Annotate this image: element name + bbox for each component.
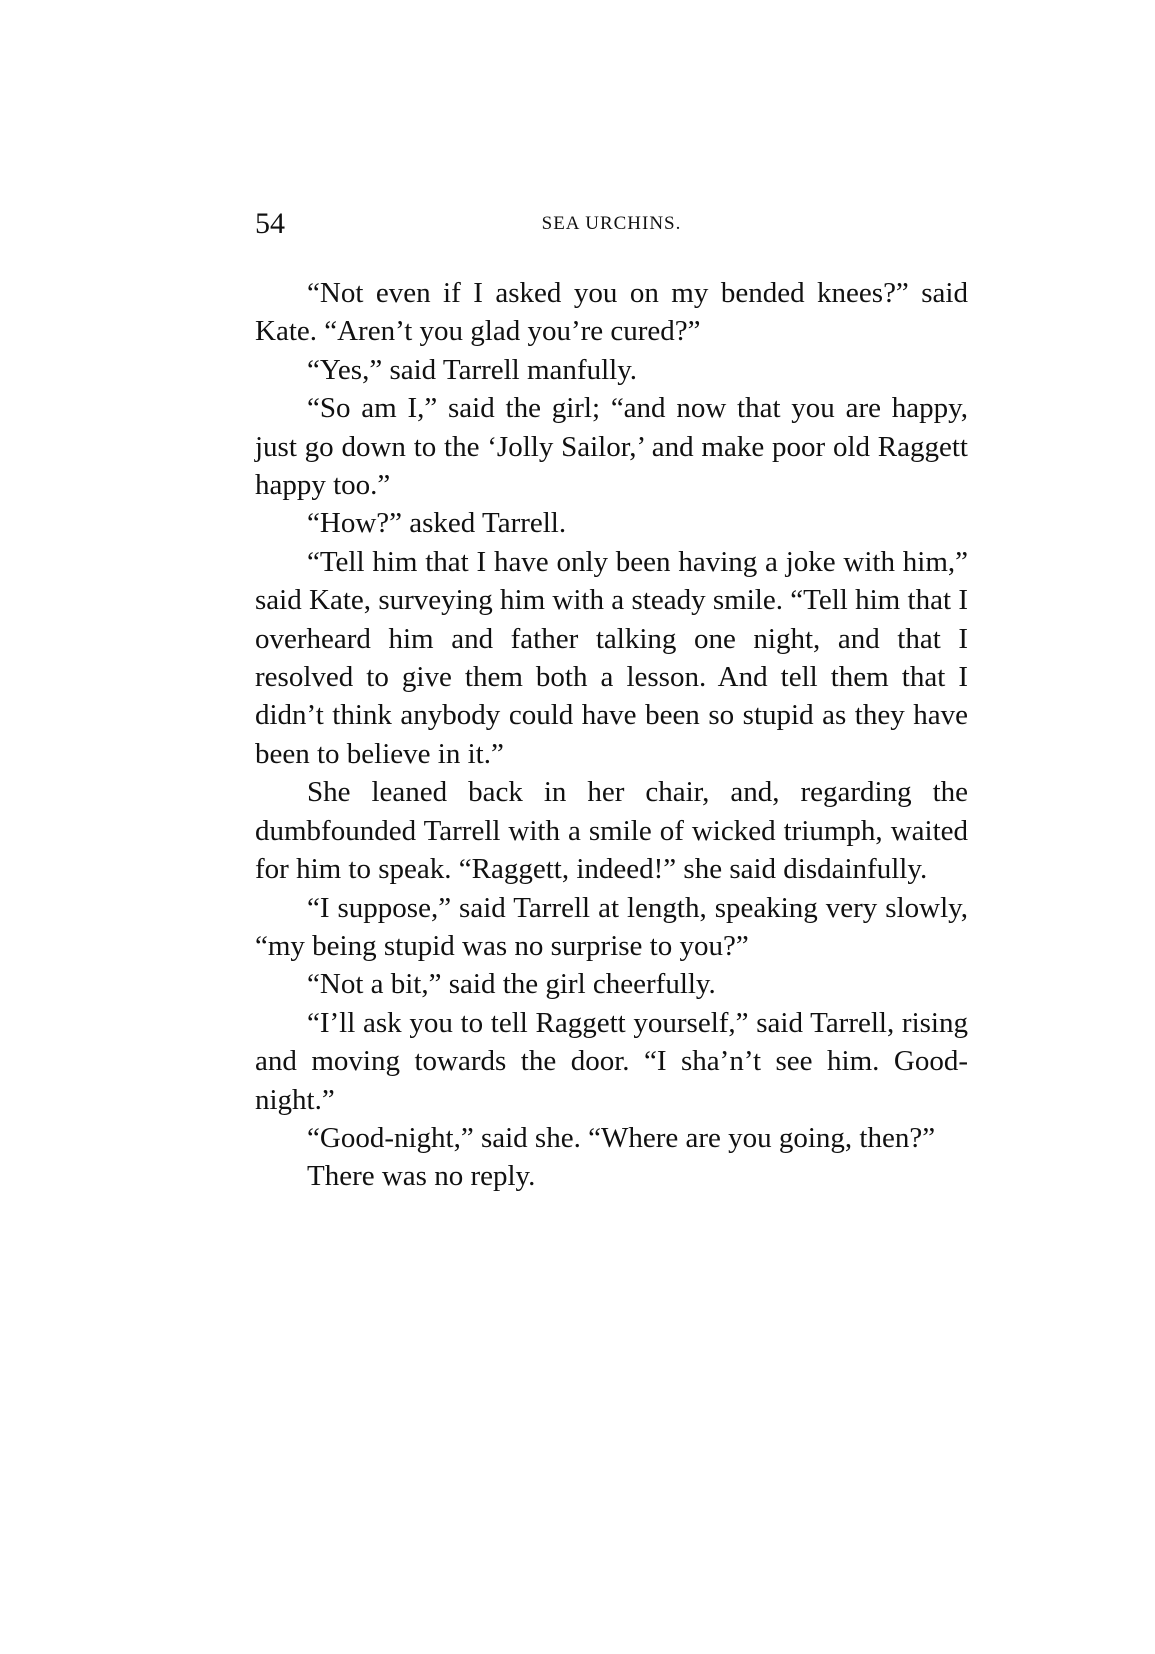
paragraph: “Tell him that I have only been having a joke with him,” said Kate, surveying him with a steady smile. “Tell him that I overheard him and father talking one night, and that I resolved to give them both a lesson. And tell them that I didn’t think anybody could have been so stupid as they have been to believe in it.”: [255, 545, 968, 770]
body-text: [255, 274, 968, 1196]
paragraph: She leaned back in her chair, and, regarding the dumbfounded Tarrell with a smile of wicked triumph, waited for him to speak. “Raggett, indeed!” she said disdainfully.: [255, 776, 968, 886]
paragraph: There was no reply.: [307, 1160, 536, 1193]
paragraph: “Not even if I asked you on my bended knees?” said Kate. “Aren’t you glad you’re cured?”: [255, 277, 968, 348]
paragraph: “Good-night,” said she. “Where are you going, then?”: [307, 1121, 936, 1154]
running-head: [255, 204, 968, 244]
paragraph: “I’ll ask you to tell Raggett yourself,” said Tarrell, rising and moving towards the door. “I sha’n’t see him. Good-night.”: [255, 1006, 968, 1116]
paragraph: “How?” asked Tarrell.: [307, 507, 567, 540]
paragraph: “Not a bit,” said the girl cheerfully.: [307, 968, 716, 1001]
page-number: 54: [255, 207, 285, 240]
paragraph: “Yes,” said Tarrell manfully.: [307, 353, 638, 386]
book-title: SEA URCHINS.: [541, 213, 682, 234]
paragraph: “I suppose,” said Tarrell at length, speaking very slowly, “my being stupid was no surprise to you?”: [255, 891, 968, 962]
paragraph: “So am I,” said the girl; “and now that you are happy, just go down to the ‘Jolly Sailor,’ and make poor old Raggett happy too.”: [255, 392, 968, 502]
